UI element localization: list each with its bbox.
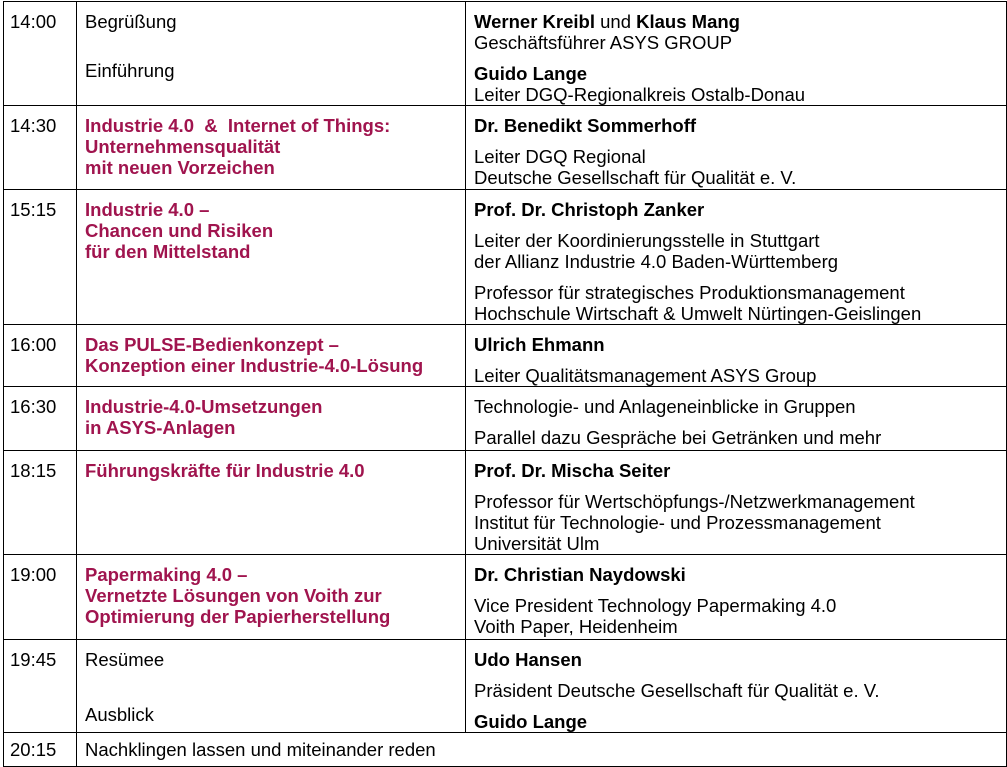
topic-cell <box>77 2 466 106</box>
topic-cell <box>77 190 466 325</box>
topic-cell <box>77 106 466 190</box>
topic-line: Konzeption einer Industrie-4.0-Lösung <box>85 355 424 376</box>
agenda-row <box>4 733 1007 767</box>
topic-line: Optimierung der Papierherstellung <box>85 606 391 627</box>
conjunction: und <box>600 11 631 32</box>
speaker-name: Klaus Mang <box>636 11 740 32</box>
speaker-cell <box>466 325 1007 387</box>
agenda-row <box>4 325 1007 387</box>
speaker-role: Institut für Technologie- und Prozessmanagement <box>474 512 881 533</box>
topic-line: Industrie-4.0-Umsetzungen <box>85 396 323 417</box>
speaker-role: Leiter DGQ Regional <box>474 146 646 167</box>
speaker-cell <box>466 640 1007 733</box>
speaker-cell <box>466 387 1007 451</box>
speaker-name: Prof. Dr. Christoph Zanker <box>474 199 705 220</box>
speaker-name: Prof. Dr. Mischa Seiter <box>474 460 671 481</box>
speaker-cell <box>466 2 1007 106</box>
speaker-cell <box>466 555 1007 640</box>
session-info: Technologie- und Anlageneinblicke in Gruppen <box>474 396 856 417</box>
speaker-cell <box>466 106 1007 190</box>
speaker-name: Guido Lange <box>474 711 588 732</box>
topic-line: Das PULSE-Bedienkonzept – <box>85 334 339 355</box>
topic-line: mit neuen Vorzeichen <box>85 157 275 178</box>
speaker-role: Universität Ulm <box>474 533 600 554</box>
speaker-role: Hochschule Wirtschaft & Umwelt Nürtingen-Geislingen <box>474 303 922 324</box>
speaker-role: Voith Paper, Heidenheim <box>474 616 678 637</box>
speaker-role: Geschäftsführer ASYS GROUP <box>474 32 733 53</box>
speaker-role: Leiter der Koordinierungsstelle in Stuttgart <box>474 230 820 251</box>
session-info: Parallel dazu Gespräche bei Getränken und mehr <box>474 427 882 448</box>
topic-outlook: Ausblick <box>85 704 154 725</box>
topic-cell <box>77 640 466 733</box>
speaker-name: Udo Hansen <box>474 649 582 670</box>
speaker-role: Professor für strategisches Produktionsmanagement <box>474 282 905 303</box>
topic-line: Industrie 4.0 & Internet of Things: <box>85 115 391 136</box>
agenda-row <box>4 640 1007 733</box>
speaker-name: Werner Kreibl <box>474 11 595 32</box>
topic-line: Führungskräfte für Industrie 4.0 <box>85 460 365 481</box>
speaker-role: Vice President Technology Papermaking 4.0 <box>474 595 837 616</box>
speaker-line <box>474 11 1006 32</box>
topic-cell <box>77 387 466 451</box>
speaker-cell <box>466 190 1007 325</box>
topic-line: Chancen und Risiken <box>85 220 274 241</box>
agenda-row <box>4 555 1007 640</box>
speaker-name: Guido Lange <box>474 63 588 84</box>
time-cell: 15:15 <box>4 190 77 325</box>
speaker-role: Leiter DGQ-Regionalkreis Ostalb-Donau <box>474 84 806 105</box>
topic-line: Vernetzte Lösungen von Voith zur <box>85 585 382 606</box>
time-cell: 14:30 <box>4 106 77 190</box>
closing-cell: Nachklingen lassen und miteinander reden <box>77 733 1007 767</box>
topic-line: Unternehmensqualität <box>85 136 281 157</box>
speaker-role: Deutsche Gesellschaft für Qualität e. V. <box>474 167 797 188</box>
topic-line: in ASYS-Anlagen <box>85 417 236 438</box>
topic-cell <box>77 555 466 640</box>
speaker-name: Ulrich Ehmann <box>474 334 605 355</box>
time-cell: 18:15 <box>4 451 77 555</box>
agenda-table <box>3 1 1007 767</box>
agenda-row <box>4 451 1007 555</box>
time-cell: 19:00 <box>4 555 77 640</box>
topic-cell <box>77 451 466 555</box>
time-cell: 14:00 <box>4 2 77 106</box>
speaker-cell <box>466 451 1007 555</box>
time-cell: 19:45 <box>4 640 77 733</box>
speaker-role: Professor für Wertschöpfungs-/Netzwerkmanagement <box>474 491 915 512</box>
speaker-name: Dr. Christian Naydowski <box>474 564 686 585</box>
speaker-name: Dr. Benedikt Sommerhoff <box>474 115 697 136</box>
speaker-role: der Allianz Industrie 4.0 Baden-Württemberg <box>474 251 839 272</box>
agenda-row <box>4 106 1007 190</box>
topic-line: für den Mittelstand <box>85 241 251 262</box>
topic-introduction: Einführung <box>85 60 175 81</box>
speaker-role: Präsident Deutsche Gesellschaft für Qualität e. V. <box>474 680 880 701</box>
topic-line: Industrie 4.0 – <box>85 199 210 220</box>
speaker-role: Leiter Qualitätsmanagement ASYS Group <box>474 365 817 386</box>
time-cell: 16:30 <box>4 387 77 451</box>
topic-line: Papermaking 4.0 – <box>85 564 248 585</box>
agenda-row <box>4 190 1007 325</box>
topic-summary: Resümee <box>85 649 165 670</box>
topic-greeting: Begrüßung <box>85 11 177 32</box>
time-cell: 16:00 <box>4 325 77 387</box>
agenda-row <box>4 387 1007 451</box>
time-cell: 20:15 <box>4 733 77 767</box>
topic-cell <box>77 325 466 387</box>
agenda-row <box>4 2 1007 106</box>
